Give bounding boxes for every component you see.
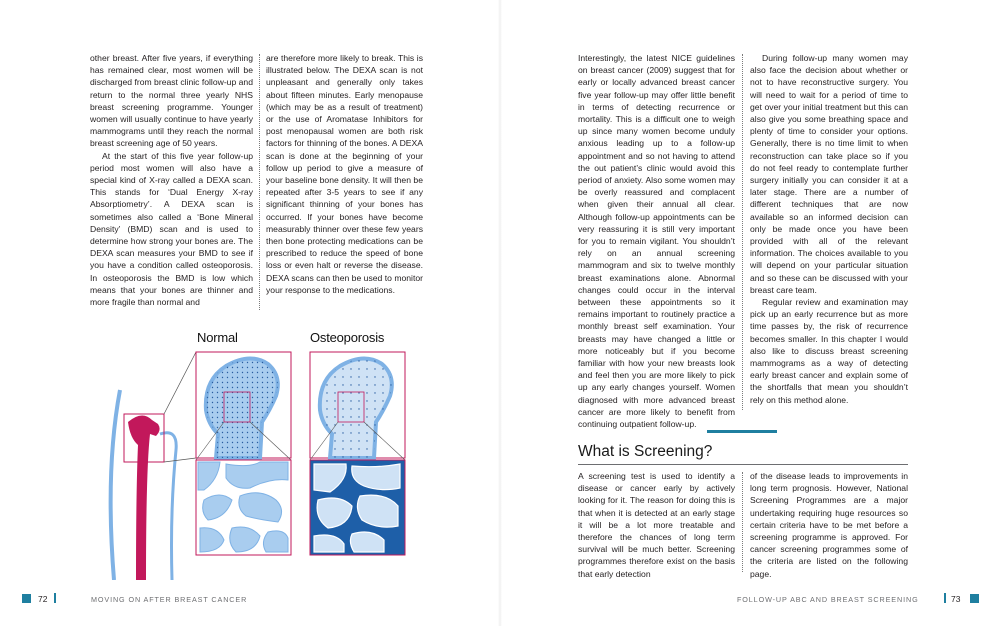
- right-column-1: [578, 52, 735, 430]
- footer-divider: [944, 593, 946, 603]
- right-column-4: [750, 470, 908, 580]
- heading-accent-bar: [707, 430, 777, 433]
- paragraph: of the disease leads to improvements in long term prognosis. However, National Screening Programmes are a major undertaking requiring huge resources so certain criteria have to be met before a screening programme is approved. For cancer screening programmes some of the criteria are listed on the following page.: [750, 471, 908, 579]
- footer-marker: [970, 594, 979, 603]
- paragraph: At the start of this five year follow-up period most women will also have a special kind of X-ray called a DEXA scan. This stands for ‘Dual Energy X-ray Absorptiometry’. A DEXA scan is sometimes also called a ‘Bone Mineral Density’ (BMD) scan and is used to determine how strong your bones are. The DEXA scan measures your BMD to see if you have a condition called osteoporosis. In osteoporosis the BMD is low which means that your bones are thinner and more fragile than normal and: [90, 150, 253, 308]
- left-column-2: [266, 52, 423, 296]
- section-heading: What is Screening?: [578, 443, 713, 460]
- paragraph: Regular review and examination may pick up an early recurrence but as more time passes by, the risk of recurrence becomes smaller. In this chapter I would also like to discuss breast screening mammograms as a way of detecting early breast cancer and explain some of the shortfalls that mean you shouldn’t rely on this method alone.: [750, 297, 908, 405]
- column-divider: [742, 54, 743, 410]
- paragraph: other breast. After five years, if everything has remained clear, most women will be discharged from breast clinic follow-up and return to the normal three yearly NHS breast screening programme. Younger women will usually continue to have yearly mammograms until they reach the normal breast screening age of 50 years.: [90, 53, 253, 149]
- paragraph: Interestingly, the latest NICE guidelines on breast cancer (2009) suggest that for early or locally advanced breast cancer five year follow-up may offer little benefit in terms of detecting recurrence or mortality. This is a difficult one to weigh up since many women become unduly anxious leading up to a follow-up appointment and so not having to attend the out patient’s clinic would avoid this period of anxiety. Also some women may be overly reassured and complacent when given their annual all clear. Although follow-up appointments can be very reassuring it is still very important for you to remain vigilant. You shouldn’t rely on an annual screening mammogram and six to twelve monthly breast examinations alone. Abnormal changes could occur in the interval between these appointments so it remains important to routinely practice a monthly breast self examination. Your breasts may have changed a little or more noticeably but if you become familiar with how your new breasts look and feel then you are more likely to pick up any early changes yourself. Women diagnosed with more advanced breast cancer are more likely to benefit from continuing outpatient follow-up.: [578, 53, 735, 430]
- figure-label-normal: Normal: [197, 330, 238, 345]
- paragraph: are therefore more likely to break. This is illustrated below. The DEXA scan is not unpleasant and generally only takes about fifteen minutes. Early menopause (which may be as a result of treatment) or the use of Aromatase Inhibitors for post menopausal women are both risk factors for thinning of the bones. A DEXA scan is done at the beginning of your follow up period to give a measure of your baseline bone density. It will then be repeated after 3-5 years to see if any significant thinning of your bones has occurred. If your bones have become measurably thinner over these few years then bone protecting medications can be prescribed to reduce the speed of bone loss or even halt or reverse the disease. DEXA scans can then be used to monitor your response to the medications.: [266, 53, 423, 295]
- femur-icon: [128, 415, 160, 580]
- right-column-2: [750, 52, 908, 406]
- page-number-right: 73: [951, 594, 961, 604]
- normal-bone-panel: [196, 352, 291, 460]
- column-divider: [742, 472, 743, 572]
- bone-density-illustration: [100, 350, 420, 580]
- footer-marker: [22, 594, 31, 603]
- osteoporosis-bone-panel: [310, 352, 405, 460]
- right-column-3: [578, 470, 735, 580]
- left-column-1: [90, 52, 253, 308]
- heading-underline: [578, 464, 908, 465]
- footer-divider: [54, 593, 56, 603]
- running-title-left: MOVING ON AFTER BREAST CANCER: [91, 595, 248, 604]
- page-number-left: 72: [38, 594, 48, 604]
- page-gutter: [498, 0, 502, 626]
- normal-trabecular-closeup: [196, 460, 291, 555]
- paragraph: A screening test is used to identify a disease or cancer early by actively looking for it. The reason for doing this is that when it is detected at an early stage it will be a lot more treatable and therefore the chances of long term survival will be much better. Screening programmes therefore exist on the basis that early detection: [578, 471, 735, 579]
- osteoporosis-trabecular-closeup: [310, 460, 405, 555]
- running-title-right: FOLLOW-UP ABC AND BREAST SCREENING: [737, 595, 919, 604]
- figure-label-osteoporosis: Osteoporosis: [310, 330, 385, 345]
- column-divider: [259, 54, 260, 310]
- paragraph: During follow-up many women may also face the decision about whether or not to have reconstructive surgery. You will need to wait for a period of time to get over your initial treatment but this can also give you some breathing space and plenty of time to consider your options. Generally, there is no time limit to when reconstruction can take place so if you do not feel ready to contemplate further surgery initially you can consider it at a later stage. There are a number of different techniques that are now available so an informed decision can only be made once you have been provided with all of the relevant information. The choices available to you will depend on your particular situation and so these can be discussed with your breast care team.: [750, 53, 908, 295]
